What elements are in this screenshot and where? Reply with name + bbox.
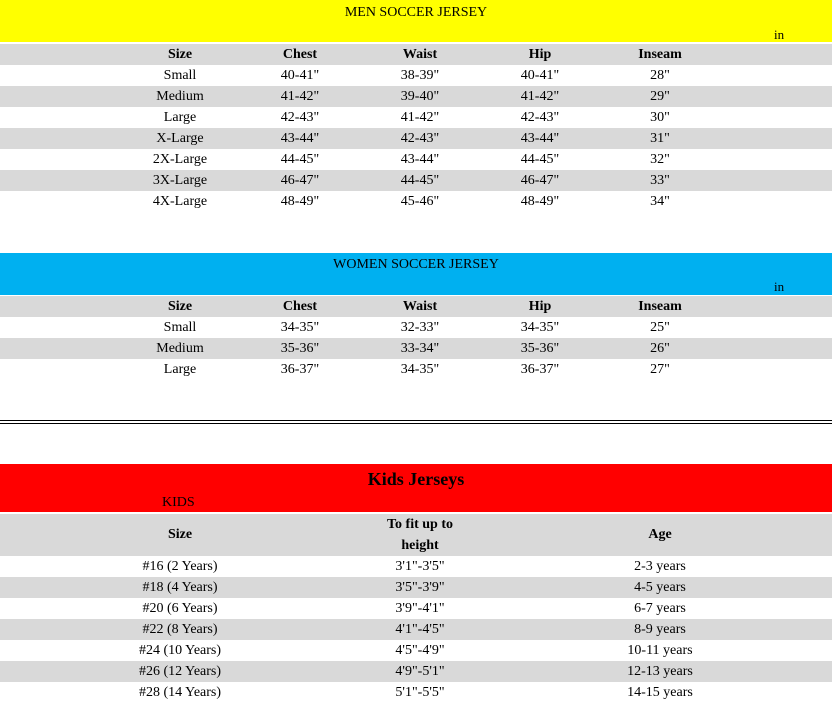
men-header-row: [0, 44, 832, 65]
kids-header-row: [0, 514, 832, 556]
women-chest-cell: 36-37": [280, 362, 320, 377]
men-size-cell: 3X-Large: [152, 173, 208, 188]
women-inseam-cell: 27": [650, 362, 670, 377]
men-hip-cell: 48-49": [520, 194, 560, 209]
kids-age-cell: 12-13 years: [627, 664, 693, 679]
men-table-title: MEN SOCCER JERSEY: [344, 5, 488, 20]
women-table-title: WOMEN SOCCER JERSEY: [333, 257, 499, 272]
kids-age-cell: 4-5 years: [634, 580, 686, 595]
men-inseam-cell: 31": [650, 131, 670, 146]
kids-size-cell: #22 (8 Years): [142, 622, 218, 637]
kids-size-cell: #28 (14 Years): [138, 685, 222, 700]
kids-size-cell: #18 (4 Years): [142, 580, 218, 595]
kids-table-row: [0, 556, 832, 577]
kids-table-row: [0, 640, 832, 661]
kids-table-row: [0, 619, 832, 640]
men-size-cell: 4X-Large: [152, 194, 208, 209]
women-header-chest: Chest: [282, 299, 318, 314]
women-table-row: [0, 359, 832, 380]
kids-age-cell: 6-7 years: [634, 601, 686, 616]
women-header-row: [0, 296, 832, 317]
men-header-hip: Hip: [528, 47, 552, 62]
women-header-inseam: Inseam: [638, 299, 682, 314]
kids-header-height-line1: To fit up to: [386, 517, 453, 532]
kids-header-age: Age: [648, 527, 672, 542]
women-hip-cell: 35-36": [520, 341, 560, 356]
men-unit-label: in: [774, 27, 785, 42]
men-chest-cell: 44-45": [280, 152, 320, 167]
kids-age-cell: 8-9 years: [634, 622, 686, 637]
men-waist-cell: 45-46": [400, 194, 440, 209]
women-size-cell: Small: [163, 320, 197, 335]
men-chest-cell: 40-41": [280, 68, 320, 83]
kids-subtitle: KIDS: [162, 495, 195, 510]
women-inseam-cell: 26": [650, 341, 670, 356]
men-hip-cell: 43-44": [520, 131, 560, 146]
men-waist-cell: 39-40": [400, 89, 440, 104]
kids-table-row: [0, 577, 832, 598]
men-table-row: [0, 86, 832, 107]
kids-header-height-line2: height: [401, 538, 439, 553]
men-waist-cell: 43-44": [400, 152, 440, 167]
kids-header-size: Size: [167, 527, 193, 542]
kids-age-cell: 14-15 years: [627, 685, 693, 700]
men-waist-cell: 41-42": [400, 110, 440, 125]
men-hip-cell: 41-42": [520, 89, 560, 104]
women-chest-cell: 34-35": [280, 320, 320, 335]
men-inseam-cell: 33": [650, 173, 670, 188]
women-inseam-cell: 25": [650, 320, 670, 335]
women-unit-label: in: [774, 279, 785, 294]
kids-size-cell: #20 (6 Years): [142, 601, 218, 616]
kids-height-cell: 3'9"-4'1": [395, 601, 445, 616]
men-waist-cell: 38-39": [400, 68, 440, 83]
men-inseam-cell: 29": [650, 89, 670, 104]
men-size-cell: Medium: [156, 89, 204, 104]
men-chest-cell: 42-43": [280, 110, 320, 125]
women-waist-cell: 34-35": [400, 362, 440, 377]
men-hip-cell: 46-47": [520, 173, 560, 188]
men-table-row: [0, 170, 832, 191]
men-header-chest: Chest: [282, 47, 318, 62]
kids-height-cell: 3'1"-3'5": [395, 559, 445, 574]
kids-age-cell: 10-11 years: [627, 643, 693, 658]
men-header-inseam: Inseam: [638, 47, 682, 62]
men-table-row: [0, 107, 832, 128]
women-header-waist: Waist: [402, 299, 438, 314]
section-divider-bottom: [0, 423, 832, 424]
women-hip-cell: 36-37": [520, 362, 560, 377]
men-size-cell: Large: [163, 110, 197, 125]
section-divider-top: [0, 420, 832, 421]
men-chest-cell: 48-49": [280, 194, 320, 209]
men-waist-cell: 42-43": [400, 131, 440, 146]
kids-table-row: [0, 661, 832, 682]
men-chest-cell: 41-42": [280, 89, 320, 104]
kids-age-cell: 2-3 years: [634, 559, 686, 574]
men-hip-cell: 42-43": [520, 110, 560, 125]
men-header-waist: Waist: [402, 47, 438, 62]
women-header-size: Size: [167, 299, 193, 314]
kids-table-title: Kids Jerseys: [367, 469, 465, 489]
men-inseam-cell: 30": [650, 110, 670, 125]
men-table-row: [0, 128, 832, 149]
kids-height-cell: 3'5"-3'9": [395, 580, 445, 595]
men-size-cell: X-Large: [156, 131, 204, 146]
women-table-row: [0, 338, 832, 359]
kids-height-cell: 4'1"-4'5": [395, 622, 445, 637]
women-hip-cell: 34-35": [520, 320, 560, 335]
women-header-hip: Hip: [528, 299, 552, 314]
kids-size-cell: #26 (12 Years): [138, 664, 222, 679]
men-table-row: [0, 191, 832, 212]
women-table-row: [0, 317, 832, 338]
men-size-cell: 2X-Large: [152, 152, 208, 167]
women-chest-cell: 35-36": [280, 341, 320, 356]
men-table-row: [0, 65, 832, 86]
men-header-size: Size: [167, 47, 193, 62]
men-inseam-cell: 28": [650, 68, 670, 83]
women-waist-cell: 33-34": [400, 341, 440, 356]
men-hip-cell: 40-41": [520, 68, 560, 83]
kids-size-cell: #24 (10 Years): [138, 643, 222, 658]
men-chest-cell: 46-47": [280, 173, 320, 188]
women-size-cell: Medium: [156, 341, 204, 356]
men-waist-cell: 44-45": [400, 173, 440, 188]
men-size-cell: Small: [163, 68, 197, 83]
kids-height-cell: 4'9"-5'1": [395, 664, 445, 679]
men-table-row: [0, 149, 832, 170]
men-inseam-cell: 32": [650, 152, 670, 167]
men-hip-cell: 44-45": [520, 152, 560, 167]
kids-height-cell: 4'5"-4'9": [395, 643, 445, 658]
men-inseam-cell: 34": [650, 194, 670, 209]
kids-height-cell: 5'1"-5'5": [395, 685, 445, 700]
women-waist-cell: 32-33": [400, 320, 440, 335]
men-chest-cell: 43-44": [280, 131, 320, 146]
kids-table-row: [0, 682, 832, 703]
kids-size-cell: #16 (2 Years): [142, 559, 218, 574]
women-size-cell: Large: [163, 362, 197, 377]
kids-table-row: [0, 598, 832, 619]
